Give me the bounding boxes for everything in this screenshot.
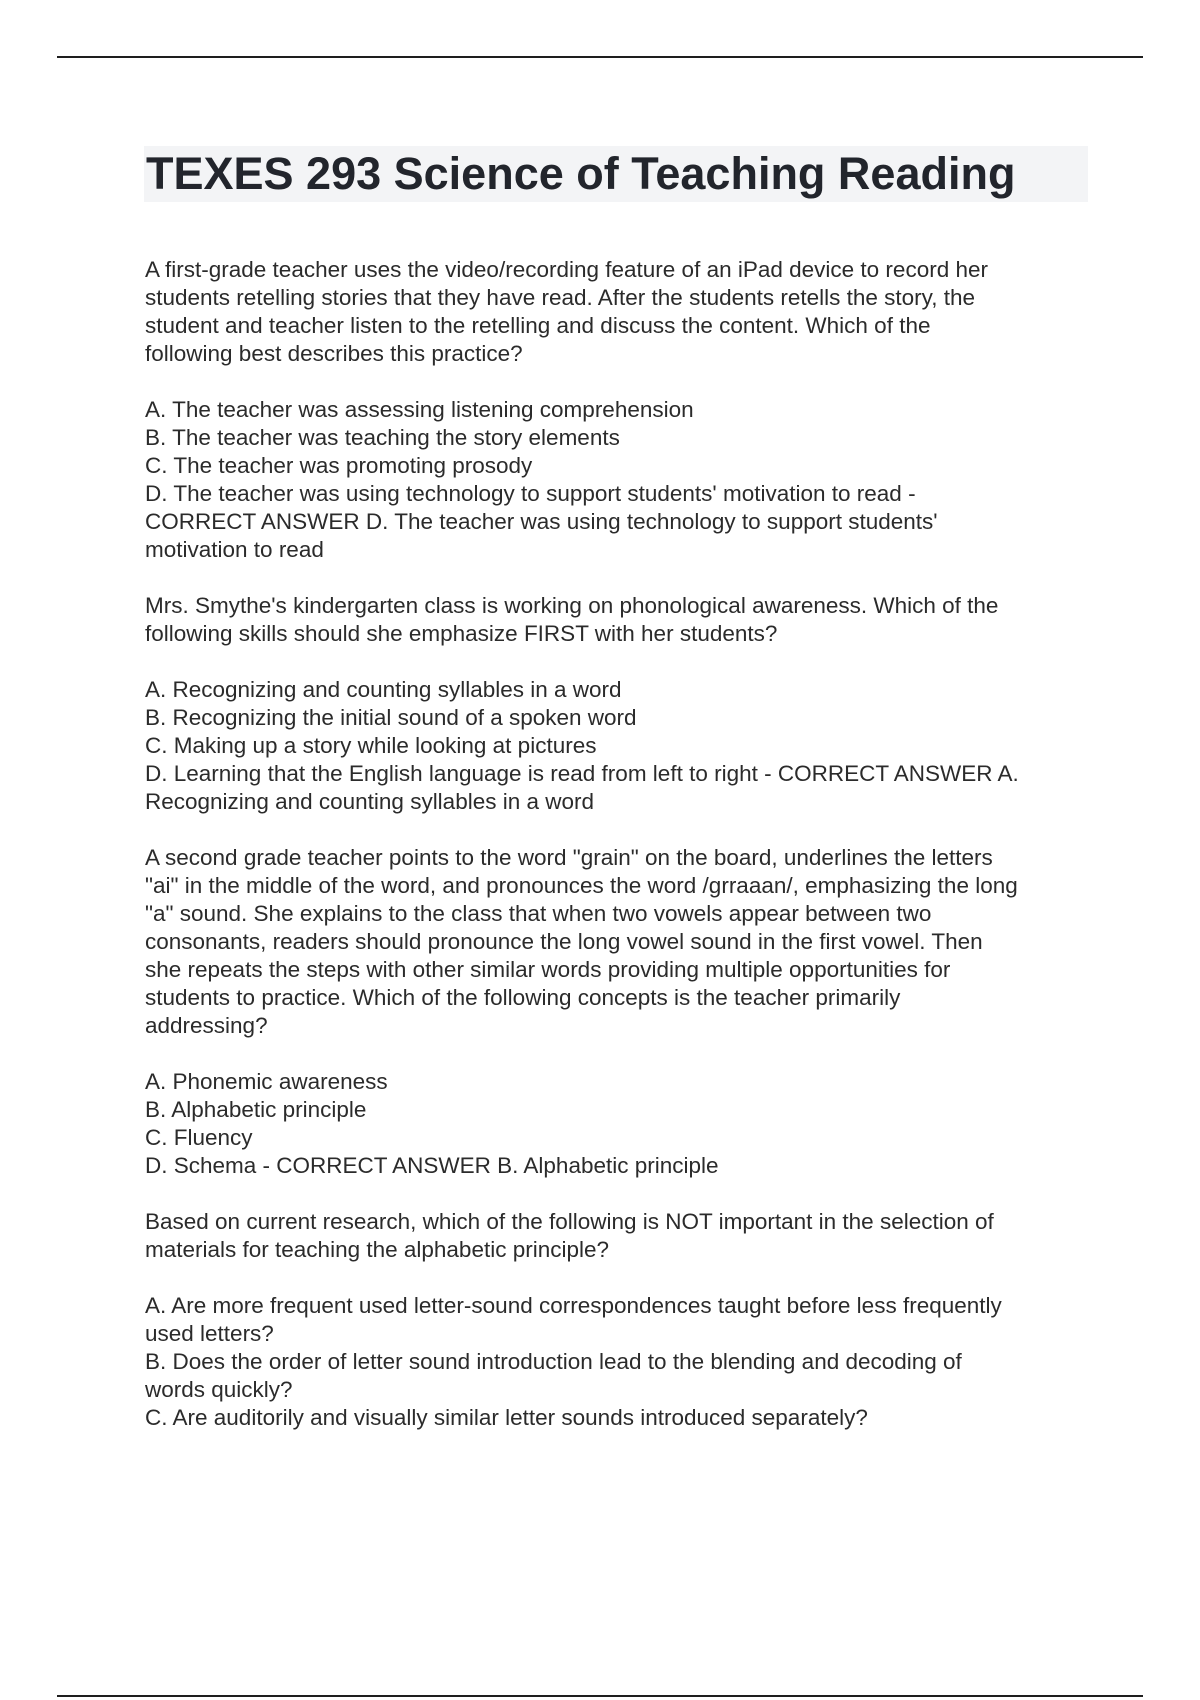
answer-option-line: Recognizing and counting syllables in a word	[145, 789, 595, 814]
question-stem-line: materials for teaching the alphabetic principle?	[145, 1237, 610, 1262]
answer-option-line: D. The teacher was using technology to support students' motivation to read -	[145, 481, 916, 506]
answer-option-line: CORRECT ANSWER D. The teacher was using technology to support students'	[145, 509, 938, 534]
answer-option-line: used letters?	[145, 1321, 274, 1346]
answer-option-line: C. The teacher was promoting prosody	[145, 453, 533, 478]
question-stem-line: addressing?	[145, 1013, 268, 1038]
question-stem-line: "ai" in the middle of the word, and pronounces the word /grraaan/, emphasizing the long	[145, 873, 1018, 898]
answer-options	[145, 396, 1095, 564]
answer-option-line: B. The teacher was teaching the story elements	[145, 425, 620, 450]
question-gap	[145, 564, 1095, 592]
question-stem-line: "a" sound. She explains to the class that when two vowels appear between two	[145, 901, 932, 926]
question-block	[145, 1208, 1095, 1432]
bottom-rule	[57, 1695, 1143, 1697]
question-stem-line: consonants, readers should pronounce the long vowel sound in the first vowel. Then	[145, 929, 983, 954]
stem-options-gap	[145, 648, 1095, 676]
title-highlight	[144, 146, 1088, 202]
question-block	[145, 844, 1095, 1180]
document-body	[145, 256, 1095, 1432]
question-stem-line: following skills should she emphasize FIRST with her students?	[145, 621, 778, 646]
question-stem	[145, 1208, 1095, 1264]
answer-option-line: C. Are auditorily and visually similar letter sounds introduced separately?	[145, 1405, 868, 1430]
question-stem-line: students to practice. Which of the following concepts is the teacher primarily	[145, 985, 901, 1010]
question-stem-line: students retelling stories that they have read. After the students retells the story, the	[145, 285, 976, 310]
answer-option-line: B. Does the order of letter sound introduction lead to the blending and decoding of	[145, 1349, 962, 1374]
answer-option-line: A. Are more frequent used letter-sound correspondences taught before less frequently	[145, 1293, 1002, 1318]
stem-options-gap	[145, 1040, 1095, 1068]
answer-options	[145, 1292, 1095, 1432]
answer-option-line: A. Phonemic awareness	[145, 1069, 388, 1094]
answer-options	[145, 1068, 1095, 1180]
answer-option-line: A. The teacher was assessing listening comprehension	[145, 397, 694, 422]
question-gap	[145, 1180, 1095, 1208]
answer-option-line: D. Learning that the English language is read from left to right - CORRECT ANSWER A.	[145, 761, 1019, 786]
question-block	[145, 592, 1095, 816]
question-gap	[145, 816, 1095, 844]
answer-option-line: motivation to read	[145, 537, 324, 562]
question-stem-line: following best describes this practice?	[145, 341, 523, 366]
top-rule	[57, 56, 1143, 58]
question-block	[145, 256, 1095, 564]
stem-options-gap	[145, 1264, 1095, 1292]
page-title: TEXES 293 Science of Teaching Reading	[146, 148, 1016, 199]
stem-options-gap	[145, 368, 1095, 396]
answer-option-line: D. Schema - CORRECT ANSWER B. Alphabetic principle	[145, 1153, 719, 1178]
question-stem-line: Mrs. Smythe's kindergarten class is working on phonological awareness. Which of the	[145, 593, 999, 618]
answer-option-line: C. Making up a story while looking at pictures	[145, 733, 597, 758]
question-stem	[145, 256, 1095, 368]
answer-option-line: B. Alphabetic principle	[145, 1097, 367, 1122]
answer-options	[145, 676, 1095, 816]
question-stem-line: Based on current research, which of the following is NOT important in the selection of	[145, 1209, 994, 1234]
answer-option-line: words quickly?	[145, 1377, 293, 1402]
question-stem-line: A second grade teacher points to the word "grain" on the board, underlines the letters	[145, 845, 993, 870]
question-stem-line: A first-grade teacher uses the video/recording feature of an iPad device to record her	[145, 257, 988, 282]
question-stem-line: student and teacher listen to the retelling and discuss the content. Which of the	[145, 313, 931, 338]
answer-option-line: A. Recognizing and counting syllables in a word	[145, 677, 622, 702]
question-stem	[145, 844, 1095, 1040]
answer-option-line: C. Fluency	[145, 1125, 253, 1150]
answer-option-line: B. Recognizing the initial sound of a spoken word	[145, 705, 637, 730]
question-stem	[145, 592, 1095, 648]
question-stem-line: she repeats the steps with other similar words providing multiple opportunities for	[145, 957, 951, 982]
